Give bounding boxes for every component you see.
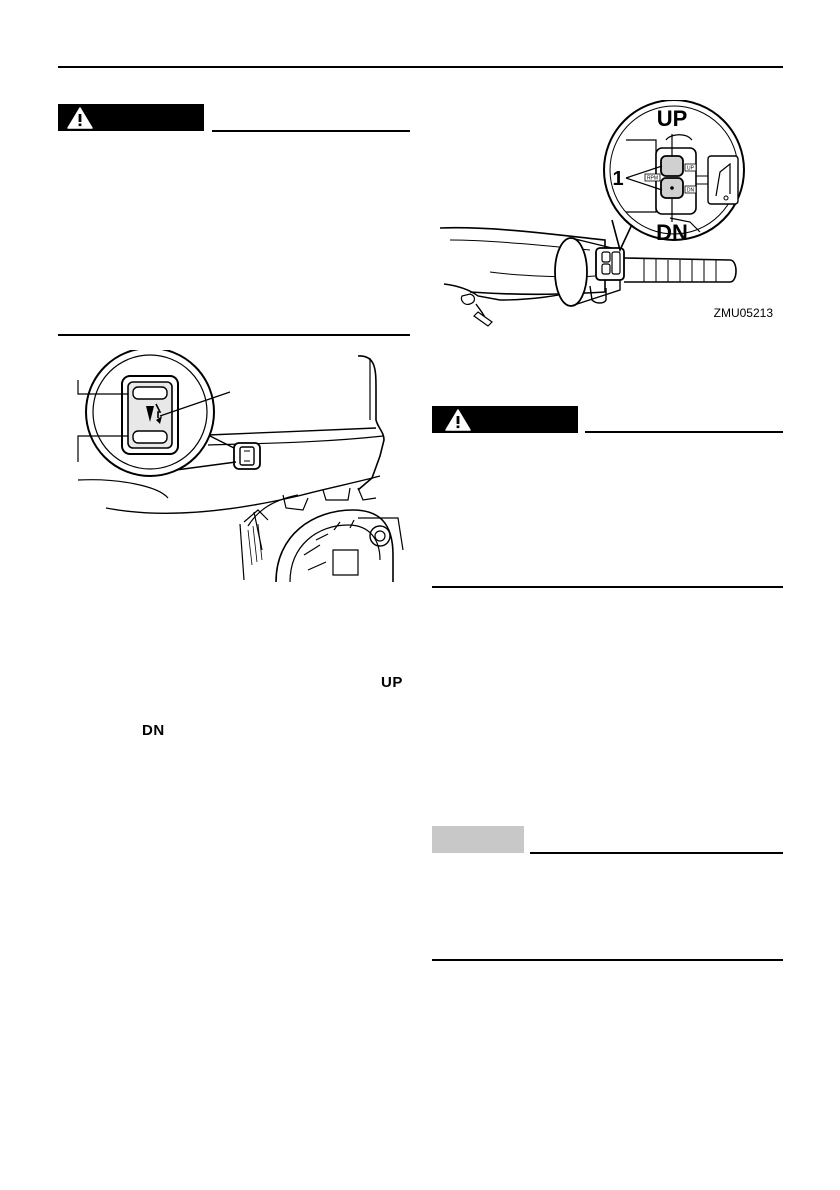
warning-rule-left — [212, 130, 410, 132]
warning-banner-right — [432, 406, 578, 433]
note-end-rule — [432, 959, 783, 961]
up-switch-label: UP — [687, 165, 694, 172]
note-banner — [432, 826, 524, 853]
tilt-switch-figure — [58, 350, 418, 585]
callout-number: 1 — [612, 168, 624, 190]
rpm-label: RPM — [646, 175, 659, 182]
warning-banner-left — [58, 104, 204, 131]
header-rule — [58, 66, 783, 68]
warning-triangle-icon — [66, 106, 94, 130]
warning-rule-right — [585, 431, 783, 433]
callout-dn-label: DN — [656, 220, 688, 245]
figure-code: ZMU05213 — [713, 306, 773, 320]
warning-triangle-icon — [444, 408, 472, 432]
up-button-label: UP — [381, 674, 403, 691]
dn-switch-label: DN — [686, 187, 695, 194]
handle-rpm-switch-figure — [430, 100, 790, 332]
warning-end-rule-left — [58, 334, 410, 336]
dn-button-label: DN — [142, 722, 165, 739]
note-rule — [530, 852, 783, 854]
warning-end-rule-right — [432, 586, 783, 588]
callout-up-label: UP — [656, 106, 688, 131]
